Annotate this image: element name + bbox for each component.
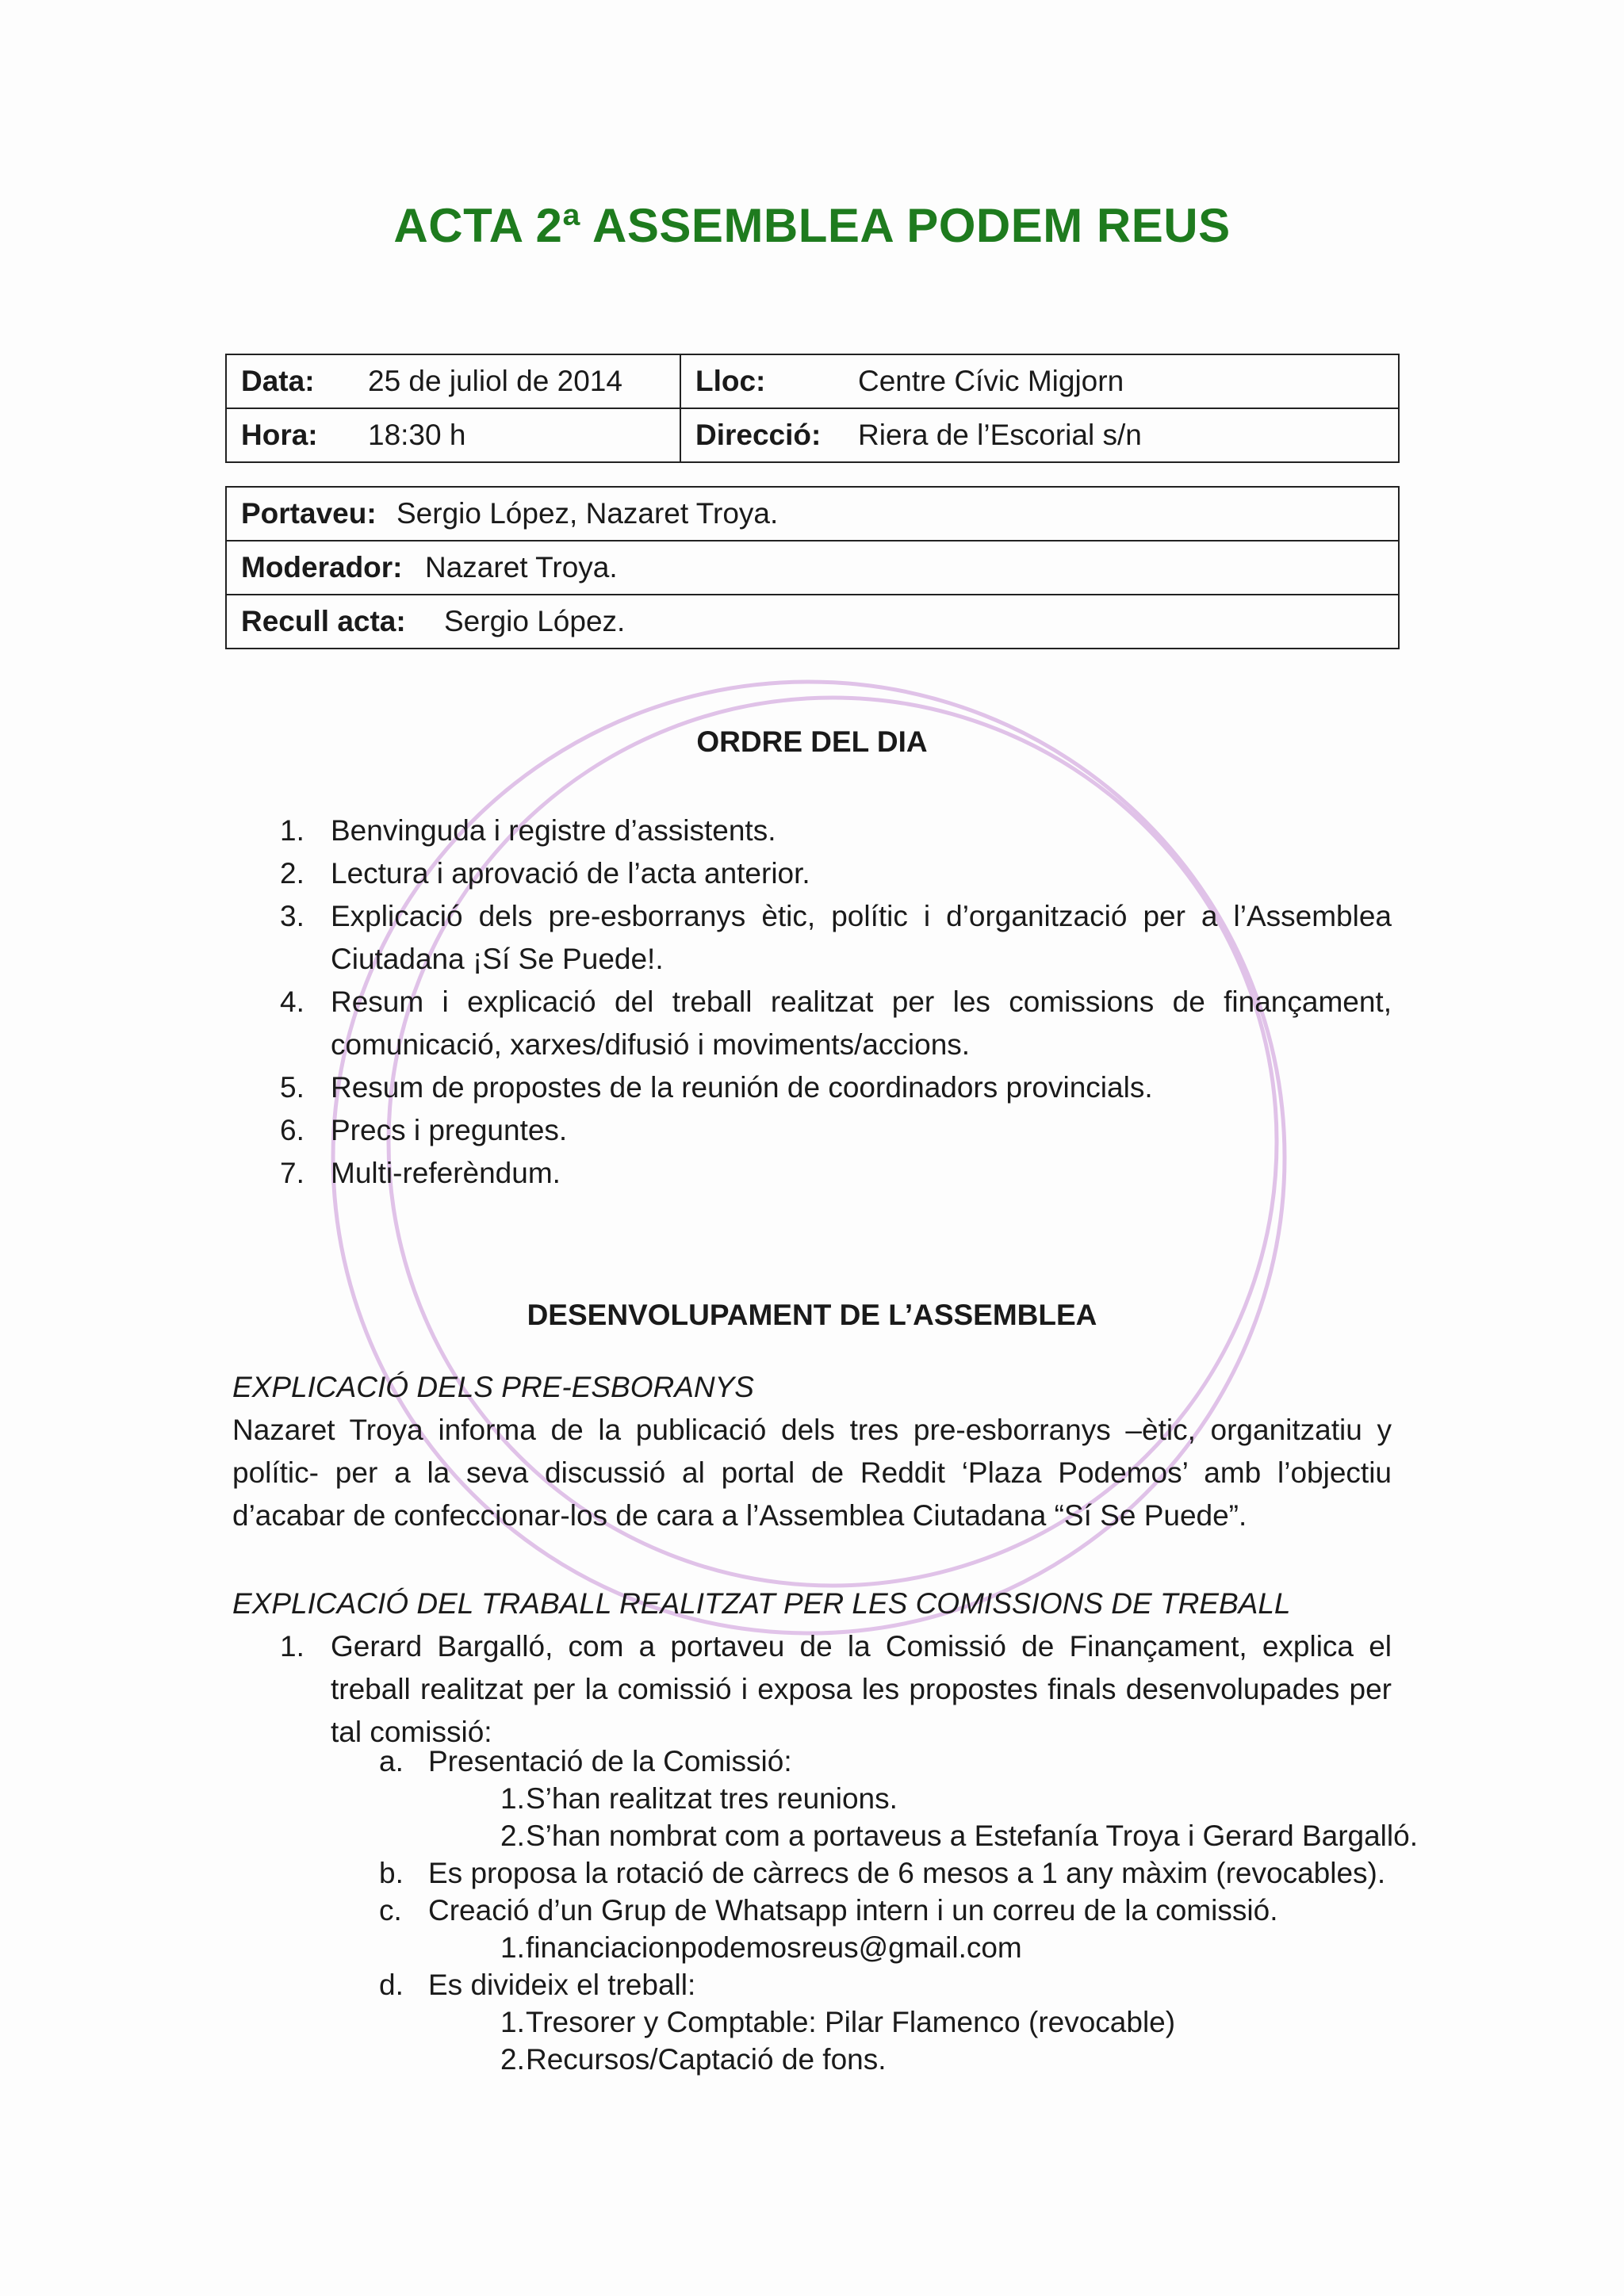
- meeting-info-table: [225, 354, 1400, 463]
- address-cell: [680, 408, 1399, 462]
- date-value: 25 de juliol de 2014: [368, 365, 622, 397]
- roles-table: [225, 486, 1400, 649]
- table-row: [226, 541, 1399, 595]
- section-title: EXPLICACIÓ DELS PRE-ESBORANYS: [232, 1371, 754, 1403]
- moderator-label: Moderador:: [241, 551, 403, 584]
- table-row: [226, 487, 1399, 541]
- time-value: 18:30 h: [368, 419, 466, 451]
- finance-commission-sublist: [379, 1743, 1418, 2078]
- address-label: Direcció:: [695, 419, 822, 451]
- list-item: c. Creació d’un Grup de Whatsapp intern i un correu de la comissió.: [379, 1894, 1278, 1927]
- list-item: 4. Resum i explicació del treball realitzat per les comissions de finançament, comunicació, xarxes/difusió i moviments/accions.: [280, 985, 1392, 1061]
- spokesperson-value: Sergio López, Nazaret Troya.: [396, 497, 779, 530]
- section-paragraph: Nazaret Troya informa de la publicació dels tres pre-esborranys –ètic, organitzatiu y polític- per a la seva discussió al portal de Reddit ‘Plaza Podemos’ amb l’objectiu d’acabar de confeccionar-los de cara a l’Assemblea Ciutadana “Sí Se Puede”.: [232, 1414, 1392, 1532]
- list-item: 5. Resum de propostes de la reunión de coordinadors provincials.: [280, 1071, 1153, 1104]
- moderator-value: Nazaret Troya.: [425, 551, 618, 584]
- minutes-taker-value: Sergio López.: [444, 605, 626, 637]
- moderator-cell: [226, 541, 1399, 595]
- document-title: ACTA 2ª ASSEMBLEA PODEM REUS: [393, 199, 1231, 252]
- date-cell: [226, 354, 680, 408]
- list-item: 1. financiacionpodemosreus@gmail.com: [379, 1929, 1410, 1966]
- minutes-taker-cell: [226, 595, 1399, 649]
- list-item: 7. Multi-referèndum.: [280, 1157, 561, 1189]
- list-item: 6. Precs i preguntes.: [280, 1114, 568, 1146]
- section-commissions: [232, 1582, 1392, 1754]
- list-item: 1. Tresorer y Comptable: Pilar Flamenco (revocable): [500, 2006, 1176, 2038]
- email-address: financiacionpodemosreus@gmail.com: [526, 1931, 1022, 1964]
- list-item: 2. S’han nombrat com a portaveus a Estefanía Troya i Gerard Bargalló.: [500, 1820, 1418, 1852]
- table-row: [226, 354, 1399, 408]
- agenda-heading: ORDRE DEL DIA: [696, 725, 928, 758]
- place-label: Lloc:: [695, 365, 766, 397]
- table-row: [226, 408, 1399, 462]
- development-heading: DESENVOLUPAMENT DE L’ASSEMBLEA: [527, 1299, 1097, 1331]
- list-item: 1. Benvinguda i registre d’assistents.: [280, 814, 776, 847]
- place-value: Centre Cívic Migjorn: [858, 365, 1124, 397]
- list-item: d. Es divideix el treball:: [379, 1969, 696, 2001]
- spokesperson-label: Portaveu:: [241, 497, 377, 530]
- place-cell: [680, 354, 1399, 408]
- date-label: Data:: [241, 365, 315, 397]
- table-row: [226, 595, 1399, 649]
- time-label: Hora:: [241, 419, 318, 451]
- list-item: a. Presentació de la Comissió:: [379, 1745, 792, 1777]
- list-item: b. Es proposa la rotació de càrrecs de 6 mesos a 1 any màxim (revocables).: [379, 1857, 1386, 1889]
- address-value: Riera de l’Escorial s/n: [858, 419, 1142, 451]
- section-pre-drafts: [232, 1366, 1392, 1537]
- list-item: 1. S’han realitzat tres reunions.: [500, 1782, 898, 1815]
- spokesperson-cell: [226, 487, 1399, 541]
- agenda-list: [232, 809, 1392, 1195]
- section-title: EXPLICACIÓ DEL TRABALL REALITZAT PER LES COMISSIONS DE TREBALL: [232, 1587, 1291, 1620]
- list-item: 3. Explicació dels pre-esborranys ètic, polític i d’organització per a l’Assemblea Ciutadana ¡Sí Se Puede!.: [280, 900, 1392, 975]
- list-item: 2. Lectura i aprovació de l’acta anterior.: [280, 857, 810, 890]
- list-item: 1. Gerard Bargalló, com a portaveu de la Comissió de Finançament, explica el treball realitzat per la comissió i exposa les propostes finals desenvolupades per tal comissió:: [280, 1630, 1392, 1748]
- time-cell: [226, 408, 680, 462]
- list-item: 2. Recursos/Captació de fons.: [500, 2043, 887, 2076]
- minutes-taker-label: Recull acta:: [241, 605, 406, 637]
